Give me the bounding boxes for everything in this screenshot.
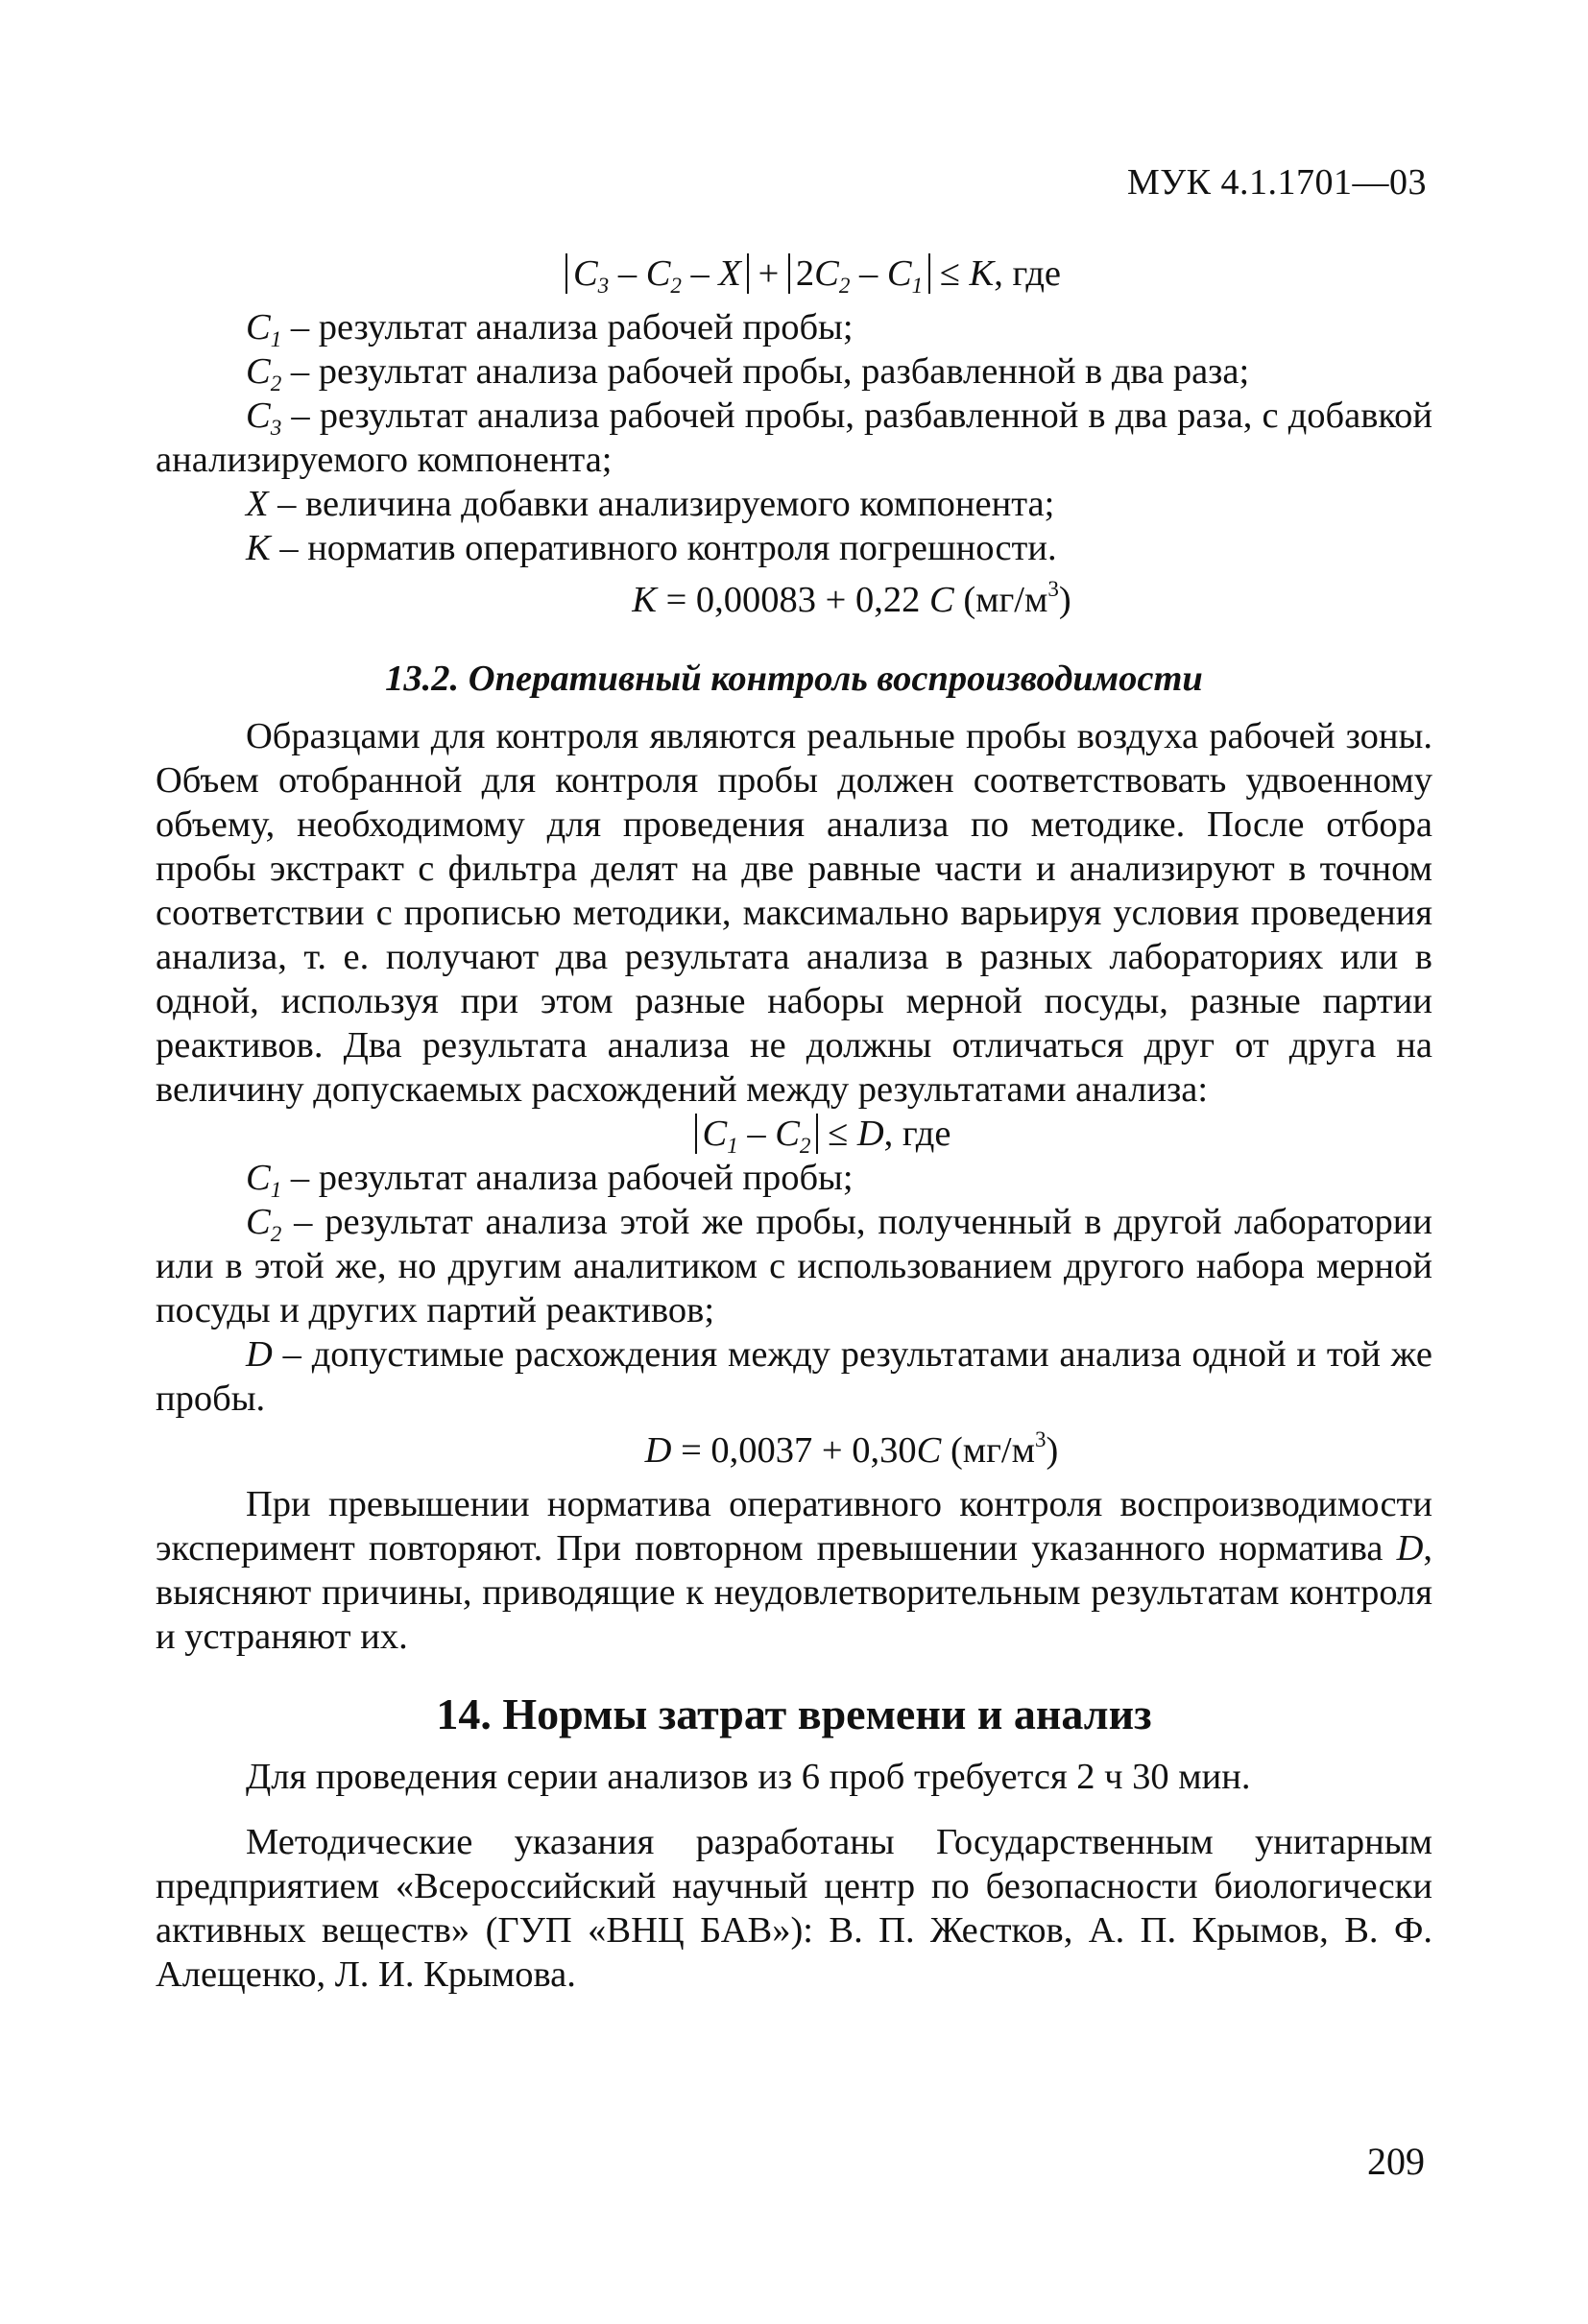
symbol-c: C bbox=[572, 253, 598, 294]
document-code: МУК 4.1.1701—03 bbox=[1126, 162, 1427, 203]
definition-text: – результат анализа рабочей пробы; bbox=[281, 1158, 854, 1198]
symbol-c: C bbox=[814, 253, 839, 294]
le-sign: ≤ bbox=[818, 1114, 857, 1154]
equation-d-norm bbox=[156, 1428, 1432, 1473]
page-content bbox=[156, 252, 1432, 1997]
minus-sign: – bbox=[681, 253, 719, 294]
minus-sign: – bbox=[737, 1114, 776, 1154]
subscript: 2 bbox=[270, 1221, 282, 1247]
spacer bbox=[156, 1799, 1432, 1820]
symbol-c: C bbox=[916, 1430, 942, 1471]
paragraph-text: , выясняют причины, приводящие к неудовлетворительным результатам контроля и устраняют их. bbox=[156, 1528, 1432, 1657]
where-text: , где bbox=[994, 253, 1062, 294]
subscript: 2 bbox=[838, 273, 851, 299]
definition-text: – результат анализа рабочей пробы, разбавленной в два раза; bbox=[281, 351, 1250, 392]
definition-c2 bbox=[156, 349, 1432, 394]
symbol-d: D bbox=[856, 1114, 884, 1154]
symbol: C bbox=[246, 351, 271, 392]
page-number: 209 bbox=[1367, 2140, 1425, 2183]
definition-text: – величина добавки анализируемого компонента; bbox=[268, 484, 1055, 524]
subscript: 2 bbox=[799, 1133, 811, 1159]
superscript: 3 bbox=[1034, 1426, 1047, 1451]
minus-sign: – bbox=[609, 253, 646, 294]
definition-x bbox=[156, 482, 1432, 526]
section-13-2-paragraph: Образцами для контроля являются реальные пробы воздуха рабочей зоны. Объем отобранной для контроля пробы должен соответствовать удвоенному объему, необходимому для проведения анализа по методике. После отбора пробы экстракт с фильтра делят на две равные части и анализируют в точном соответствии с прописью методики, максимально варьируя условия проведения анализа, т. е. получают два результата анализа в разных лабораториях или в одной, используя при этом разные наборы мерной посуды, разные партии реактивов. Два результата анализа не должны отличаться друг от друга на величину допускаемых расхождений между результатами анализа: bbox=[156, 716, 1432, 1110]
subscript: 1 bbox=[727, 1133, 738, 1159]
symbol-c: C bbox=[929, 580, 954, 620]
subscript: 1 bbox=[270, 1177, 282, 1203]
credits-paragraph: Методические указания разработаны Государственным унитарным предприятием «Всероссийский научный центр по безопасности биологически активных веществ» (ГУП «ВНЦ БАВ»): В. П. Жестков, А. П. Крымов, В. Ф. Алещенко, Л. И. Крымова. bbox=[156, 1822, 1432, 1995]
section-title-13-2: 13.2. Оперативный контроль воспроизводимости bbox=[385, 659, 1203, 699]
section-14-paragraph: Для проведения серии анализов из 6 проб требуется 2 ч 30 мин. bbox=[246, 1757, 1251, 1797]
close-paren: ) bbox=[1046, 1430, 1059, 1471]
definition-c1-repro bbox=[156, 1156, 1432, 1203]
equation-body: = 0,00083 + 0,22 bbox=[656, 580, 929, 620]
symbol-k: K bbox=[632, 580, 657, 620]
symbol-k: K bbox=[969, 253, 995, 294]
repeat-exceed-paragraph bbox=[156, 1482, 1432, 1659]
unit-text: (мг/м bbox=[953, 580, 1048, 620]
symbol: C bbox=[246, 1202, 271, 1242]
abs-term bbox=[695, 1114, 819, 1159]
symbol: D bbox=[246, 1334, 273, 1375]
equation-error-check bbox=[156, 252, 1432, 299]
superscript: 3 bbox=[1047, 575, 1059, 601]
subscript: 1 bbox=[911, 273, 924, 299]
le-sign: ≤ bbox=[930, 253, 970, 294]
symbol: C bbox=[246, 307, 271, 347]
coefficient: 2 bbox=[795, 253, 815, 294]
definition-d bbox=[156, 1332, 1432, 1421]
symbol-d: D bbox=[1396, 1528, 1424, 1569]
symbol-c: C bbox=[775, 1114, 800, 1154]
symbol-d: D bbox=[644, 1430, 672, 1471]
subscript: 3 bbox=[270, 415, 282, 441]
symbol: X bbox=[246, 484, 269, 524]
unit-text: (мг/м bbox=[941, 1430, 1035, 1471]
equation-reproducibility bbox=[156, 1112, 1432, 1159]
plus-sign: + bbox=[748, 253, 788, 294]
subscript: 1 bbox=[270, 326, 282, 352]
abs-term-2 bbox=[788, 253, 930, 299]
subscript: 2 bbox=[670, 273, 682, 299]
definition-c2-repro bbox=[156, 1200, 1432, 1332]
subscript: 2 bbox=[270, 371, 282, 396]
definition-c1 bbox=[156, 305, 1432, 352]
abs-term-1 bbox=[565, 253, 749, 299]
symbol: C bbox=[246, 1158, 271, 1198]
subscript: 3 bbox=[597, 273, 610, 299]
minus-sign: – bbox=[850, 253, 887, 294]
paragraph-text: При превышении норматива оперативного контроля воспроизводимости эксперимент повторяют. При повторном превышении указанного норматива bbox=[156, 1484, 1432, 1569]
definition-text: – результат анализа рабочей пробы; bbox=[281, 307, 854, 347]
definition-text: – допустимые расхождения между результатами анализа одной и той же пробы. bbox=[156, 1334, 1432, 1419]
close-paren: ) bbox=[1058, 580, 1071, 620]
equation-k-norm bbox=[156, 575, 1432, 622]
equation-body: = 0,0037 + 0,30 bbox=[671, 1430, 917, 1471]
definition-text: – результат анализа этой же пробы, полученный в другой лаборатории или в этой же, но другим аналитиком с использованием другого набора мерной посуды и других партий реактивов; bbox=[156, 1202, 1432, 1330]
symbol: K bbox=[246, 528, 271, 568]
section-title-14: 14. Нормы затрат времени и анализ bbox=[436, 1689, 1152, 1738]
symbol: C bbox=[246, 395, 271, 436]
definition-c3 bbox=[156, 394, 1432, 482]
symbol-x: X bbox=[718, 253, 741, 294]
symbol-c: C bbox=[702, 1114, 728, 1154]
where-text: , где bbox=[883, 1114, 951, 1154]
definition-text: – норматив оперативного контроля погрешности. bbox=[270, 528, 1057, 568]
definition-text: – результат анализа рабочей пробы, разбавленной в два раза, с добавкой анализируемого компонента; bbox=[156, 395, 1432, 480]
symbol-c: C bbox=[645, 253, 671, 294]
definition-k bbox=[156, 526, 1432, 570]
symbol-c: C bbox=[886, 253, 912, 294]
